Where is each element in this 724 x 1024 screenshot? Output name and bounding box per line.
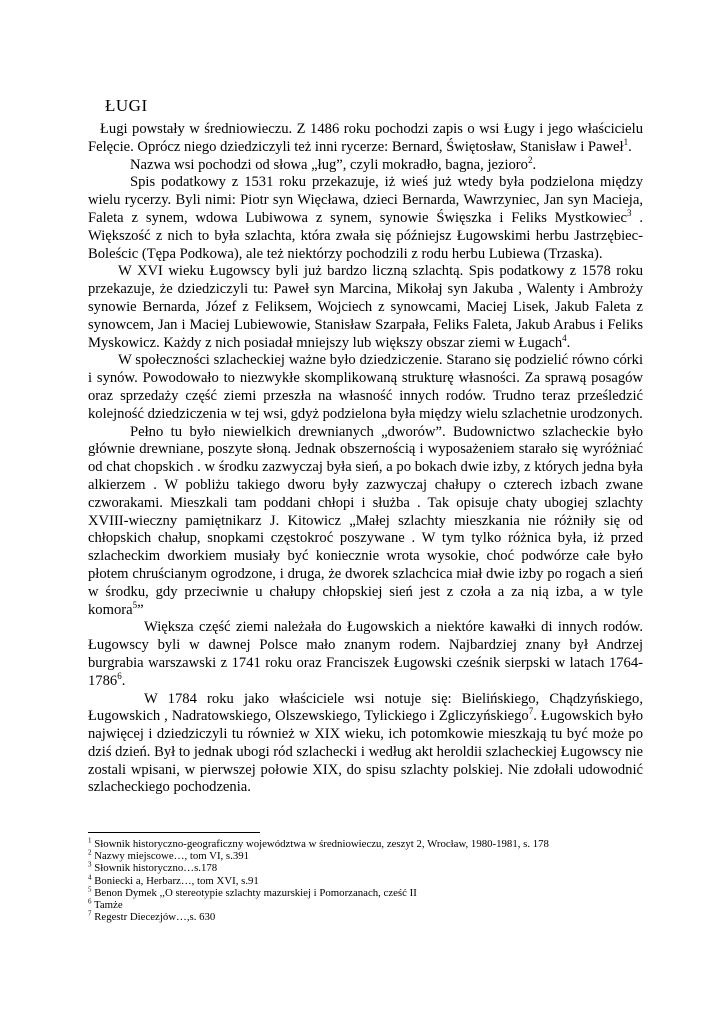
footnote-number: 1 (88, 836, 92, 845)
paragraph-text: W społeczności szlacheckiej ważne było dziedziczenie. Starano się podzielić równo córki i synów. Powodowało to niezwykłe skomplikowaną strukturę własności. Za sprawą posagów oraz sprzedaży część ziemi przeszła na własność innych rodów. Trudno teraz prześledzić kolejność dziedziczenia w tej wsi, gdyż podzielona była między wielu szlachetnie urodzonych. (88, 352, 643, 422)
footnote (88, 875, 643, 887)
document-page (88, 0, 643, 1024)
paragraph-text: ” (137, 601, 144, 618)
paragraph-text: . Ługowskich było najwięcej i dziedziczyli tu również w XIX wieku, ich potomkowie mieszkają tu być może po dziś dzień. Był to jednak ubogi ród szlachecki i według akt heroldii szlacheckiej Ługowscy nie zostali wpisani, w pierwszej połowie XIX, do spisu szlachty polskiej. Nie zdołali udowodnić szlacheckiego pochodzenia. (88, 708, 643, 796)
paragraph-text: Większa część ziemi należała do Ługowskich a niektóre kawałki di innych rodów. Ługowscy byli w dawnej Polsce mało znanym rodem. Najbardziej znany był Andrzej burgrabia warszawski z 1741 roku oraz Franciszek Ługowski cześnik sierpski w latach 1764-1786 (88, 619, 643, 689)
footnote (88, 838, 643, 850)
footnote-text: Słownik historyczno-geograficzny województwa w średniowieczu, zeszyt 2, Wrocław, 1980-1981, s. 178 (91, 838, 549, 850)
footnote (88, 862, 643, 874)
footnote-text: Nazwy miejscowe…, tom VI, s.391 (91, 850, 250, 863)
page-title: ŁUGI (105, 96, 148, 115)
body-paragraph (88, 691, 643, 798)
footnote-reference[interactable]: 7 (528, 706, 534, 717)
paragraph-text: Ługi powstały w średniowieczu. Z 1486 roku pochodzi zapis o wsi Ługy i jego właścicielu Felęcie. Oprócz niego dziedziczyli też inni rycerze: Bernard, Świętosław, Stanisław i Paweł (88, 121, 643, 155)
footnote-number: 2 (88, 848, 92, 857)
paragraph-text: . (566, 334, 571, 351)
footnote-reference[interactable]: 4 (562, 332, 567, 343)
body-paragraph (88, 424, 643, 620)
paragraph-text: Nazwa wsi pochodzi od słowa „ług”, czyli mokradło, bagna, jezioro (130, 156, 528, 173)
footnote-text: Słownik historyczno…s.178 (91, 862, 218, 875)
footnote-text: Regestr Diecezjów…,s. 630 (91, 911, 216, 924)
footnote-reference[interactable]: 5 (132, 599, 138, 610)
footnote (88, 850, 643, 862)
footnote (88, 911, 643, 923)
paragraph-text: W 1784 roku jako właściciele wsi notuje się: Bielińskiego, Chądzyńskiego, Ługowskich , Nadratowskiego, Olszewskiego, Tylickiego i Zgliczyńskiego (88, 690, 643, 725)
footnote-number: 7 (88, 909, 92, 918)
body-paragraph (88, 121, 643, 157)
footnote-separator (88, 832, 260, 833)
footnote-text: Tamże (91, 899, 123, 912)
footnote-reference[interactable]: 6 (117, 670, 122, 681)
footnotes (88, 838, 643, 923)
footnote (88, 899, 643, 911)
body-paragraph (88, 263, 643, 352)
body-paragraph (88, 352, 643, 423)
body-paragraph (88, 619, 643, 690)
footnote (88, 887, 643, 899)
footnote-text: Benon Dymek ,,O stereotypie szlachty mazurskiej i Pomorzanach, cześć II (91, 886, 417, 899)
paragraph-text: . (121, 672, 126, 689)
paragraph-text: . (628, 138, 632, 155)
paragraph-text: Spis podatkowy z 1531 roku przekazuje, iż wieś już wtedy była podzielona między wielu rycerzy. Byli nimi: Piotr syn Więcława, dzieci Bernarda, Wawrzyniec, Jan syn Macieja, Faleta z synem, wdowa Lubiwowa z synem, synowie Święszka i Feliks Mystkowiec (88, 174, 643, 226)
paragraph-text: W XVI wieku Ługowscy byli już bardzo liczną szlachtą. Spis podatkowy z 1578 roku przekazuje, że dziedziczyli tu: Paweł syn Marcina, Mikołaj syn Jakuba , Walenty i Ambroży synowie Bernarda, Józef z Feliksem, Wojciech z synowcami, Maciej Lisek, Jakub Faleta z synowcem, Jan i Maciej Lubiewowie, Stanisław Szarpała, Feliks Faleta, Jakub Arabus i Feliks Myskowicz. Każdy z nich posiadał mniejszy lub większy obszar ziemi w Ługach (88, 263, 643, 351)
footnote-number: 5 (88, 885, 92, 894)
paragraph-text: . Większość z nich to była szlachta, która zwała się późniejsz Ługowskimi herbu Jastrzębiec-Boleścic (Tępa Podkowa), ale też niektórzy pochodzili z rodu herbu Lubiewa (Trzaska). (88, 209, 643, 262)
paragraph-text: Pełno tu było niewielkich drewnianych „dworów”. Budownictwo szlacheckie było głównie drewniane, poszyte słoną. Jednak obszernością i wyposażeniem starało się wyróżniać od chat chopskich . w środku zazwyczaj była sień, a po bokach dwie izby, z których jedna była alkierzem . W pobliżu takiego dworu były zazwyczaj chałupy o czterech izbach zwane czworakami. Mieszkali tam poddani chłopi i służba . Tak opisuje chaty ubogiej szlachty XVIII-wieczny pamiętnikarz J. Kitowicz „Małej szlachty mieszkania nie różniły się od chłopskich chałup, snopkami częstokroć poszywane . W tym tylko różnica była, iż przed szlacheckim dworkiem musiały być koniecznie wrota wysokie, choć podwórze całe było płotem chruścianym ogrodzone, i druga, że dworek szlachcica miał dwie izby po rogach a sień w środku, gdy przeciwnie u chałupy chłopskiej sień jest z czoła a za nią izba, a w tyle komora (88, 423, 643, 618)
body-text (88, 121, 643, 797)
footnote-reference[interactable]: 1 (623, 136, 629, 147)
footnote-reference[interactable]: 3 (626, 208, 632, 219)
footnote-number: 4 (88, 873, 92, 882)
body-paragraph (88, 174, 643, 263)
body-paragraph (88, 154, 643, 175)
footnote-number: 6 (88, 897, 92, 906)
footnote-reference[interactable]: 2 (527, 154, 533, 165)
paragraph-text: . (532, 156, 537, 173)
footnote-text: Boniecki a, Herbarz…, tom XVI, s.91 (91, 874, 259, 887)
footnote-number: 3 (88, 860, 92, 869)
